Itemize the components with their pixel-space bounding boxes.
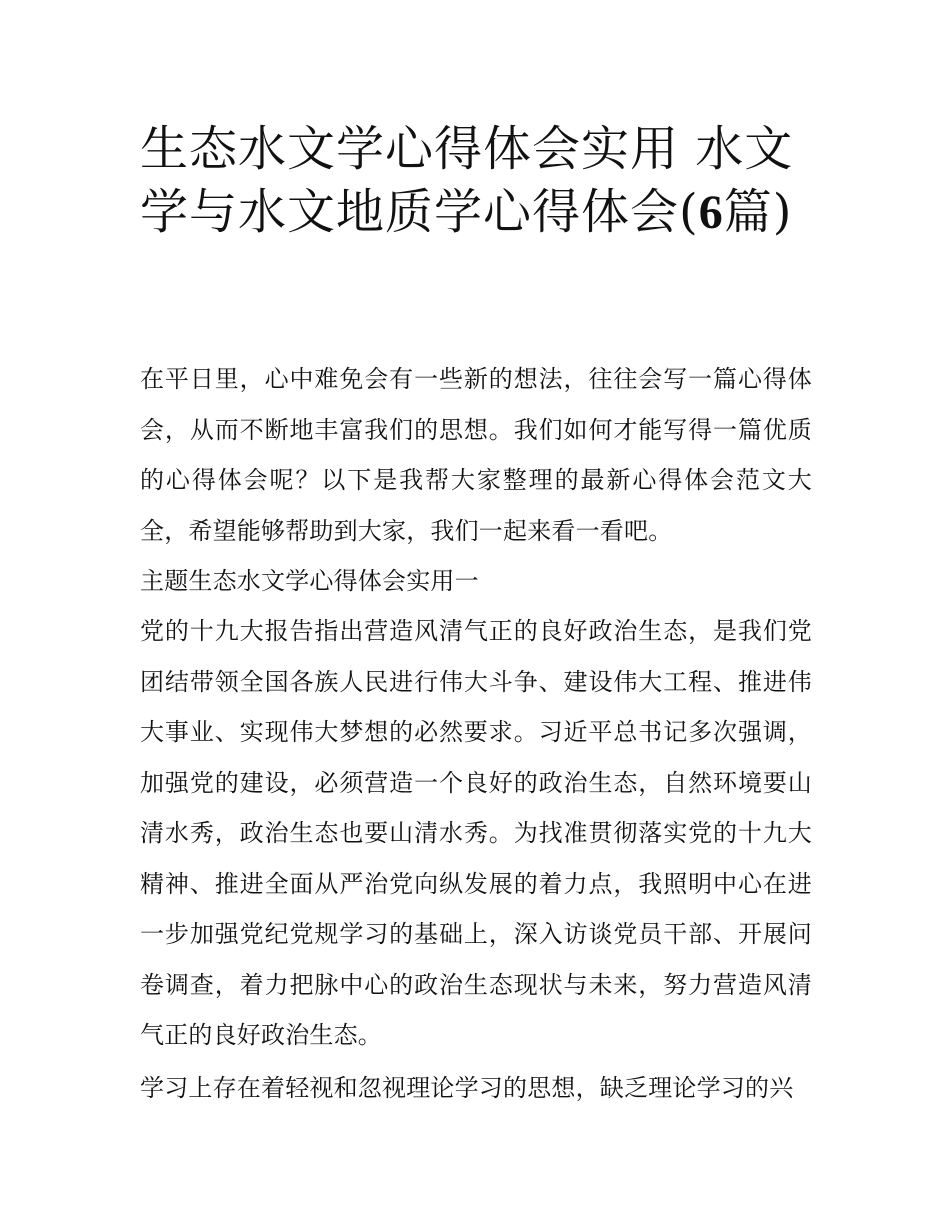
title-count: 6: [698, 186, 724, 239]
body-paragraph: 党的十九大报告指出营造风清气正的良好政治生态，是我们党团结带领全国各族人民进行伟大斗争、建设伟大工程、推进伟大事业、实现伟大梦想的必然要求。习近平总书记多次强调，加强党的建设，必须营造一个良好的政治生态，自然环境要山清水秀，政治生态也要山清水秀。为找准贯彻落实党的十九大精神、推进全面从严治党向纵发展的着力点，我照明中心在进一步加强党纪党规学习的基础上，深入访谈党员干部、开展问卷调查，着力把脉中心的政治生态现状与未来，努力营造风清气正的良好政治生态。: [140, 617, 812, 1049]
title-text-part2: 篇): [723, 184, 793, 240]
section-heading: 主题生态水文学心得体会实用一: [140, 567, 479, 595]
document-title: [140, 118, 820, 244]
intro-paragraph: 在平日里，心中难免会有一些新的想法，往往会写一篇心得体会，从而不断地丰富我们的思想。我们如何才能写得一篇优质的心得体会呢？以下是我帮大家整理的最新心得体会范文大全，希望能够帮助到大家，我们一起来看一看吧。: [140, 365, 812, 545]
body-paragraph-continued: 学习上存在着轻视和忽视理论学习的思想，缺乏理论学习的兴: [140, 1074, 794, 1102]
title-text-part1: 生态水文学心得体会实用 水文学与水文地质学心得体会(: [140, 121, 794, 240]
